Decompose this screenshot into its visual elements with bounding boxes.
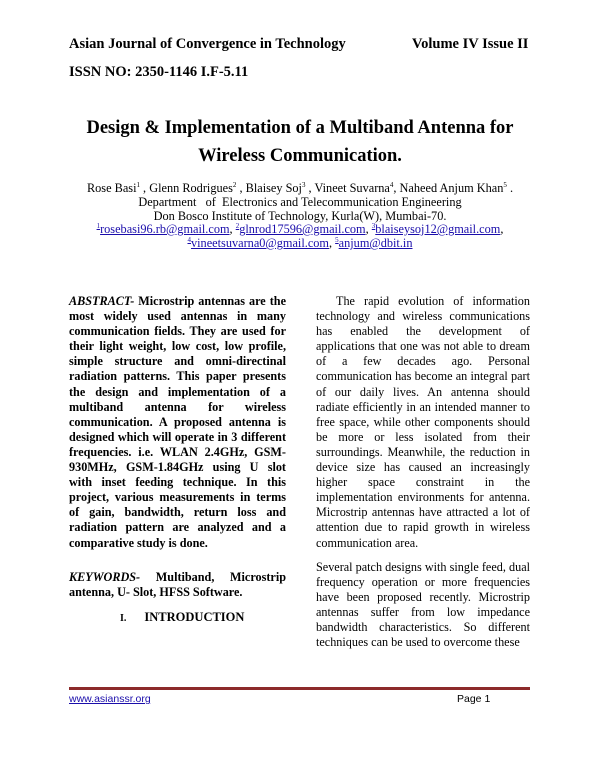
abstract <box>69 294 286 551</box>
email-2-sup: 2 <box>235 221 240 230</box>
body-paragraph-1-text: The rapid evolution of information technology and wireless communications has enabled the development of applications that one was not able to dream of a few decades ago. Personal communication has become an integral part of our daily lives. An antenna should radiate efficiently in an intended manner to free space, while other components should be more or less isolated from their surroundings. Meanwhile, the reduction in device size has caused an increasingly higher space constraint in the implementation environments for antenna. Microstrip antennas have attracted a lot of attention due to rapid growth in wireless communication area. <box>316 294 530 550</box>
author-3: , Blaisey Soj <box>236 181 302 195</box>
email-4-sup: 4 <box>187 235 191 244</box>
paper-title-line-1: Design & Implementation of a Multiband Antenna for <box>86 118 514 138</box>
email-3-link[interactable]: blaiseysoj12@gmail.com <box>375 222 501 236</box>
abstract-text: Microstrip antennas are the most widely used antennas in many communication fields. They are used for their light weight, low cost, low profile, simple structure and omni-directinal radiation patterns. This paper presents the design and implementation of a multiband antenna for wireless communication. A proposed antenna is designed which will operate in 3 different frequencies. i.e. WLAN 2.4GHz, GSM-930MHz, GSM-1.84GHz using U slot with inset feeding technique. In this project, various measurements in terms of gain, bandwidth, return loss and radiation pattern are analyzed and a comparative study is done. <box>69 294 286 550</box>
author-2: , Glenn Rodrigues <box>139 181 233 195</box>
section-heading-introduction <box>120 610 244 625</box>
section-title: INTRODUCTION <box>144 610 245 624</box>
email-line-2: $^4$vineetsuvarna0@gmail.com, $^5$anjum@dbit.in <box>187 235 413 250</box>
footer-divider <box>69 687 530 690</box>
email-5-sup: 5 <box>335 235 339 244</box>
author-1-sup: 1 <box>136 180 140 189</box>
footer-website-link[interactable]: www.asianssr.org <box>69 693 151 705</box>
volume-issue: Volume IV Issue II <box>412 36 529 52</box>
email-line-1: $^1$rosebasi96.rb@gmail.com, $^2$glnrod17596@gmail.com, $^3$blaiseysoj12@gmail.com, <box>96 221 504 236</box>
author-3-sup: 3 <box>301 180 306 189</box>
email-1-sup: 1 <box>96 221 101 230</box>
body-paragraph-1 <box>316 294 530 551</box>
keywords <box>69 570 286 600</box>
keywords-label: KEYWORDS- <box>69 570 141 584</box>
author-1: Rose Basi <box>86 181 137 195</box>
author-list-end: . <box>506 181 514 195</box>
author-4: , Vineet Suvarna <box>305 181 390 195</box>
paper-title-line-2: Wireless Communication. <box>198 146 402 166</box>
author-5-sup: 5 <box>503 180 507 189</box>
section-number: I. <box>120 613 127 624</box>
page-number: Page 1 <box>457 693 491 705</box>
email-5-link[interactable]: anjum@dbit.in <box>338 236 413 250</box>
author-4-sup: 4 <box>389 180 394 189</box>
email-2-link[interactable]: glnrod17596@gmail.com <box>239 222 366 236</box>
issn-number: ISSN NO: 2350-1146 I.F-5.11 <box>69 64 249 80</box>
keywords-text: Multiband, Microstrip antenna, U- Slot, HFSS Software. <box>69 570 286 600</box>
author-2-sup: 2 <box>232 180 237 189</box>
abstract-label: ABSTRACT- <box>69 294 135 308</box>
author-list <box>0 181 600 196</box>
email-3-sup: 3 <box>371 221 376 230</box>
body-paragraph-2: Several patch designs with single feed, dual frequency operation or more frequencies have been proposed recently. Microstrip antennas suffer from low impedance bandwidth characteristics. So different techniques can be used to overcome these <box>316 560 530 650</box>
department: Department of Electronics and Telecommunication Engineering <box>138 195 462 209</box>
author-5: , Naheed Anjum Khan <box>393 181 504 195</box>
email-4-link[interactable]: vineetsuvarna0@gmail.com <box>190 236 329 250</box>
email-1-link[interactable]: rosebasi96.rb@gmail.com <box>100 222 230 236</box>
journal-name: Asian Journal of Convergence in Technology <box>69 36 346 52</box>
institute: Don Bosco Institute of Technology, Kurla(W), Mumbai-70. <box>153 209 447 223</box>
